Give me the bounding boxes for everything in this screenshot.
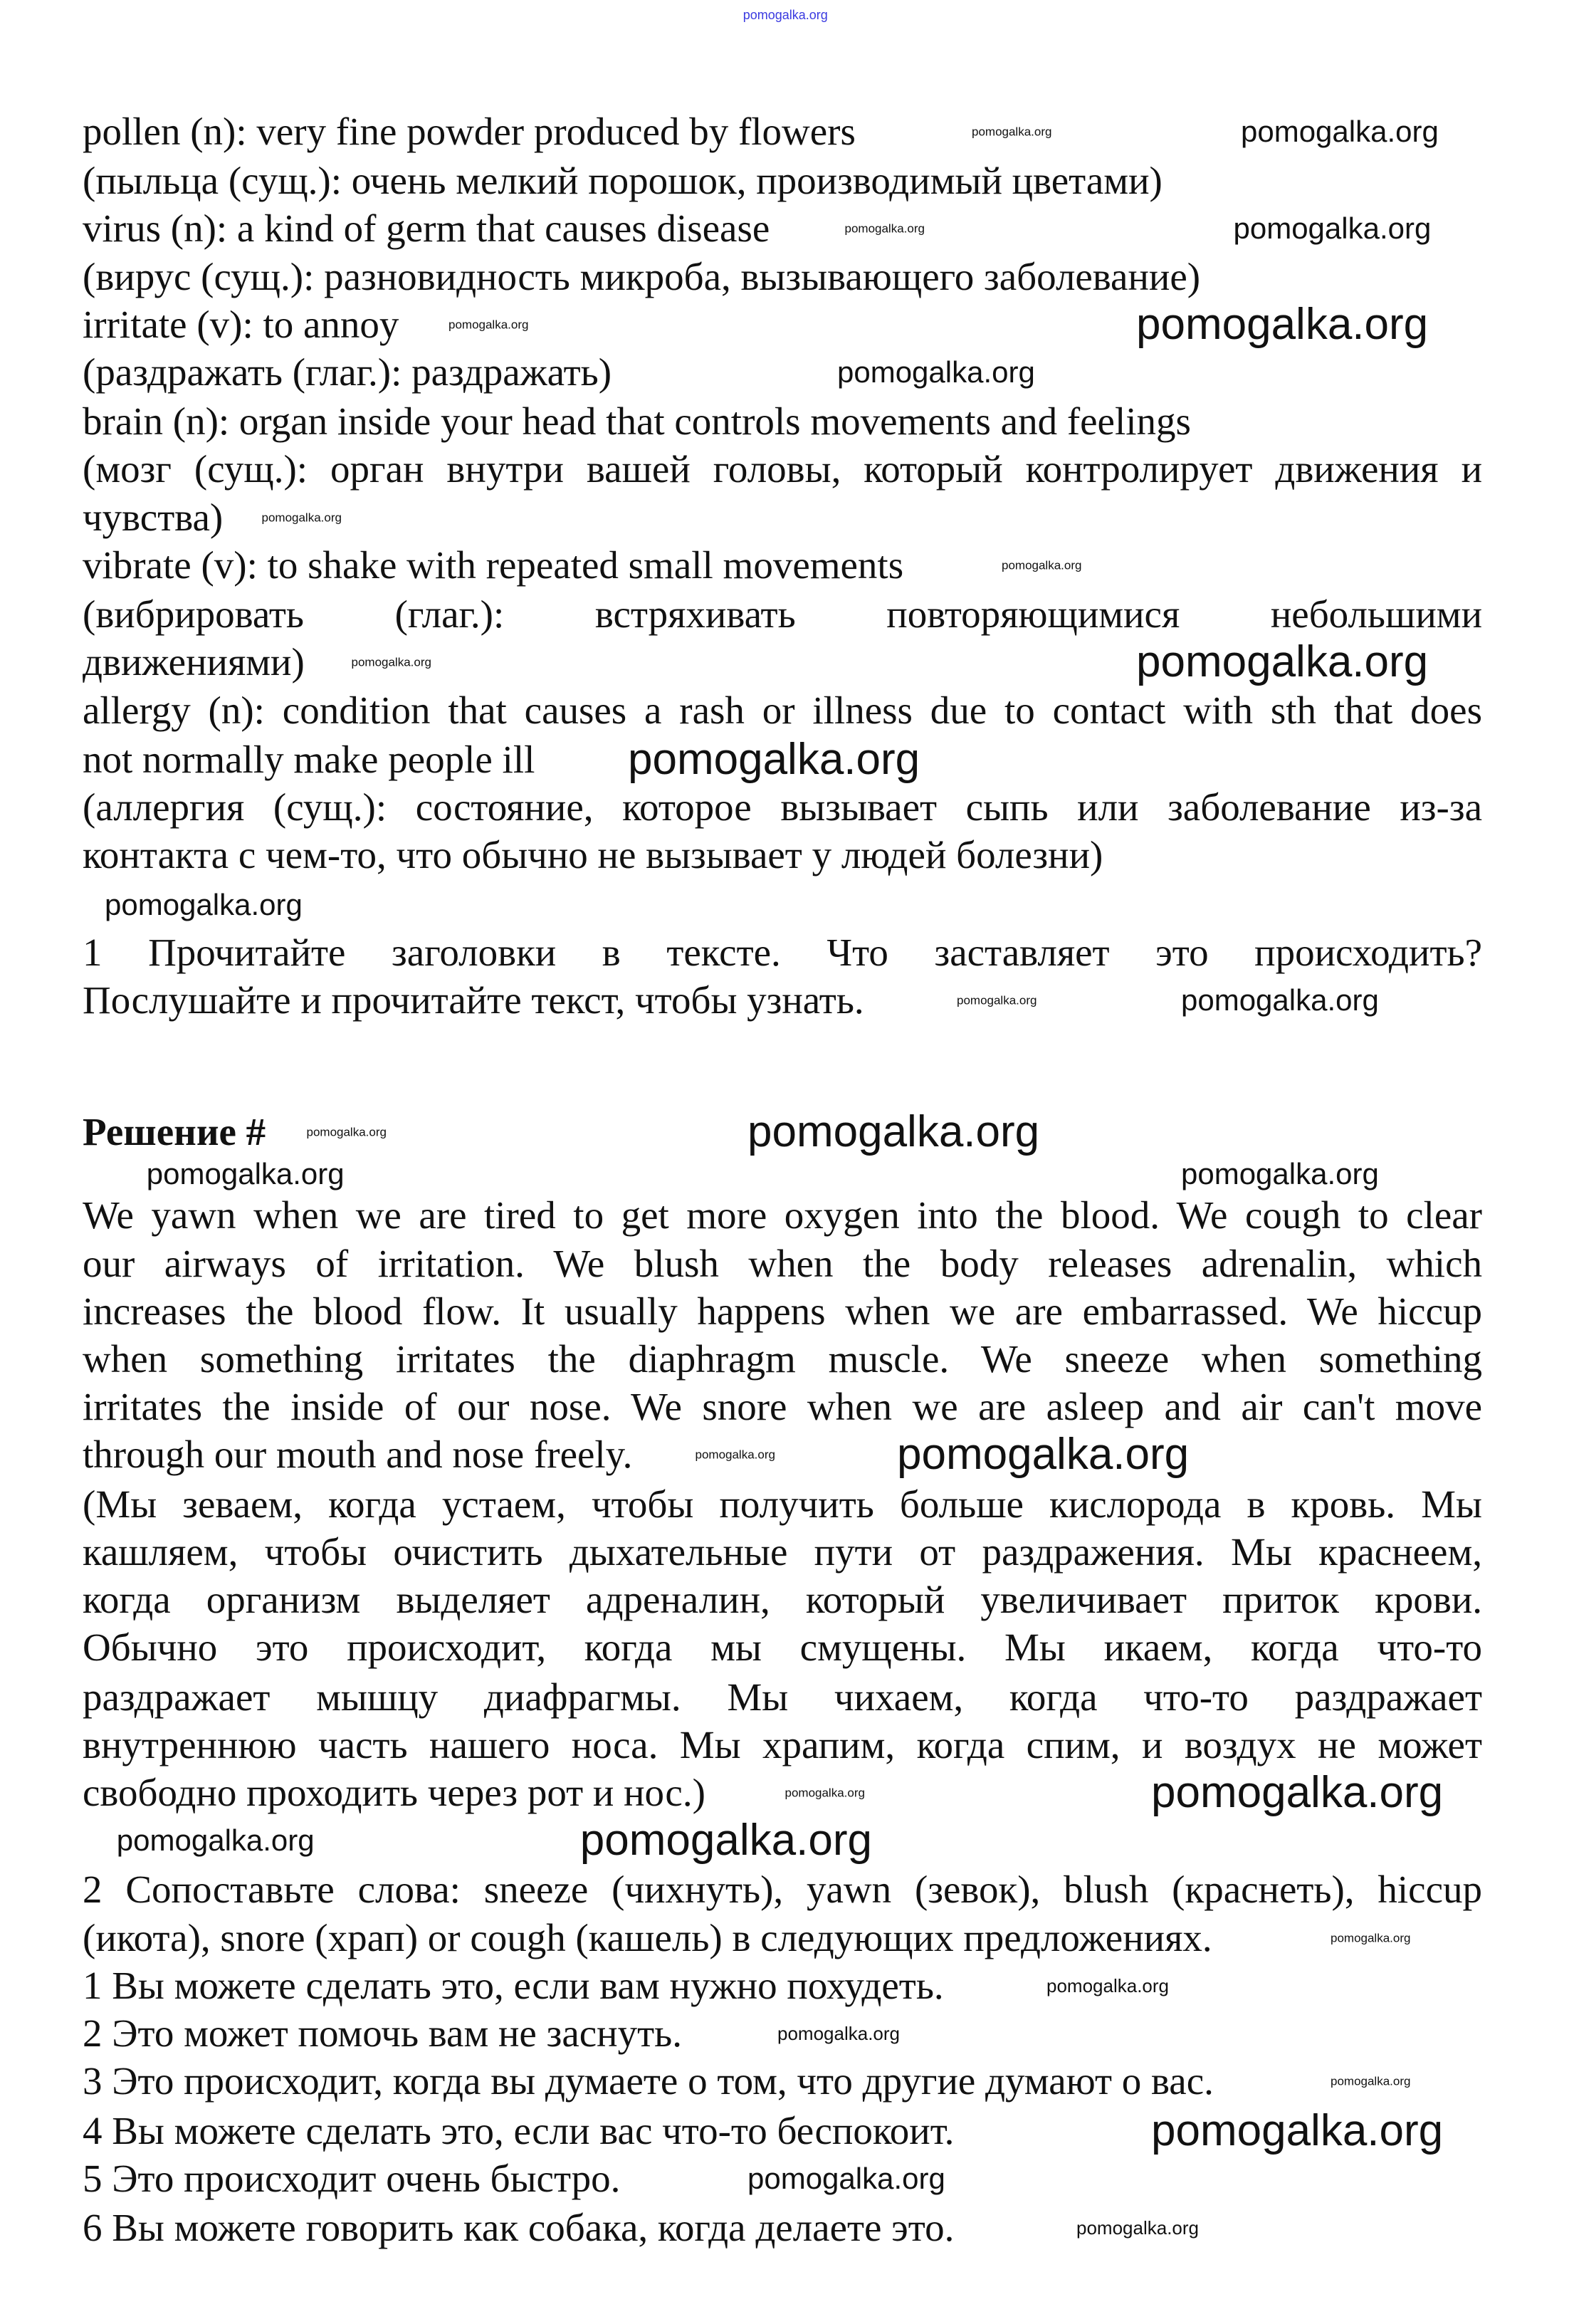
text-line: внутреннюю часть нашего носа. Мы храпим, когда спим, и воздух не может bbox=[83, 1722, 1482, 1766]
text-line: чувства) bbox=[83, 495, 224, 539]
watermark: pomogalka.org bbox=[897, 1430, 1190, 1480]
text-line: свободно проходить через рот и нос.) bbox=[83, 1770, 705, 1814]
watermark: pomogalka.org bbox=[1002, 558, 1082, 572]
text-line: pollen (n): very fine powder produced by flowers bbox=[83, 109, 856, 153]
watermark: pomogalka.org bbox=[1241, 114, 1439, 148]
text-line: контакта с чем-то, что обычно не вызывает у людей болезни) bbox=[83, 833, 1103, 877]
text-line: through our mouth and nose freely. bbox=[83, 1433, 633, 1477]
watermark: pomogalka.org bbox=[1076, 2217, 1199, 2239]
text-line: 3 Это происходит, когда вы думаете о том, что другие думают о вас. bbox=[83, 2059, 1214, 2103]
watermark: pomogalka.org bbox=[1151, 2105, 1444, 2155]
text-line: 2 Сопоставьте слова: sneeze (чихнуть), yawn (зевок), blush (краснеть), hiccup bbox=[83, 1868, 1482, 1912]
watermark: pomogalka.org bbox=[261, 511, 342, 525]
text-line: (аллергия (сущ.): состояние, которое вызывает сыпь или заболевание из-за bbox=[83, 785, 1482, 829]
text-line: 1 Прочитайте заголовки в тексте. Что заставляет это происходить? bbox=[83, 930, 1482, 974]
text-line: irritate (v): to annoy bbox=[83, 302, 399, 346]
watermark: pomogalka.org bbox=[742, 7, 828, 22]
text-line: Послушайте и прочитайте текст, чтобы узнать. bbox=[83, 978, 864, 1022]
text-line: (вибрировать (глаг.): встряхивать повторяющимися небольшими bbox=[83, 592, 1482, 637]
watermark: pomogalka.org bbox=[837, 355, 1035, 389]
watermark: pomogalka.org bbox=[747, 2161, 945, 2195]
watermark: pomogalka.org bbox=[844, 221, 925, 236]
watermark: pomogalka.org bbox=[1331, 1931, 1411, 1945]
text-line: not normally make people ill bbox=[83, 737, 535, 781]
watermark: pomogalka.org bbox=[1046, 1974, 1169, 1996]
watermark: pomogalka.org bbox=[972, 125, 1052, 139]
text-line: (Мы зеваем, когда устаем, чтобы получить больше кислорода в кровь. Мы bbox=[83, 1482, 1482, 1526]
watermark: pomogalka.org bbox=[306, 1125, 387, 1139]
text-line: когда организм выделяет адреналин, который увеличивает приток крови. bbox=[83, 1578, 1482, 1621]
watermark: pomogalka.org bbox=[695, 1448, 775, 1462]
watermark: pomogalka.org bbox=[579, 1816, 872, 1865]
text-line: We yawn when we are tired to get more oxygen into the blood. We cough to clear bbox=[83, 1193, 1482, 1237]
text-line: increases the blood flow. It usually happens when we are embarrassed. We hiccup bbox=[83, 1289, 1482, 1333]
text-line: vibrate (v): to shake with repeated small movements bbox=[83, 543, 904, 587]
watermark: pomogalka.org bbox=[105, 887, 303, 921]
text-line: (пыльца (сущ.): очень мелкий порошок, производимый цветами) bbox=[83, 159, 1163, 203]
watermark: pomogalka.org bbox=[351, 655, 431, 669]
watermark: pomogalka.org bbox=[1136, 637, 1429, 687]
text-line: Обычно это происходит, когда мы смущены. Мы икаем, когда что-то bbox=[83, 1626, 1482, 1670]
text-line: 4 Вы можете сделать это, если вас что-то беспокоит. bbox=[83, 2108, 955, 2152]
text-line: irritates the inside of our nose. We snore when we are asleep and air can't move bbox=[83, 1385, 1482, 1429]
text-line: 1 Вы можете сделать это, если вам нужно похудеть. bbox=[83, 1963, 944, 2007]
watermark: pomogalka.org bbox=[1331, 2074, 1411, 2088]
watermark: pomogalka.org bbox=[957, 993, 1037, 1007]
text-line: 5 Это происходит очень быстро. bbox=[83, 2156, 621, 2200]
watermark: pomogalka.org bbox=[1136, 299, 1429, 349]
watermark: pomogalka.org bbox=[784, 1786, 865, 1800]
text-line: (вирус (сущ.): разновидность микроба, вызывающего заболевание) bbox=[83, 254, 1201, 298]
text-line: virus (n): a kind of germ that causes disease bbox=[83, 206, 770, 251]
watermark: pomogalka.org bbox=[448, 318, 529, 332]
text-line: allergy (n): condition that causes a rash or illness due to contact with sth that does bbox=[83, 688, 1482, 732]
watermark: pomogalka.org bbox=[116, 1823, 315, 1858]
watermark: pomogalka.org bbox=[628, 734, 920, 784]
text-line: движениями) bbox=[83, 640, 305, 684]
watermark: pomogalka.org bbox=[1181, 1156, 1379, 1190]
text-line: brain (n): organ inside your head that controls movements and feelings bbox=[83, 399, 1191, 444]
text-line: (раздражать (глаг.): раздражать) bbox=[83, 350, 612, 394]
watermark: pomogalka.org bbox=[146, 1156, 345, 1190]
watermark: pomogalka.org bbox=[1181, 983, 1379, 1017]
text-line: кашляем, чтобы очистить дыхательные пути от раздражения. Мы краснеем, bbox=[83, 1529, 1482, 1574]
text-line: раздражает мышцу диафрагмы. Мы чихаем, когда что-то раздражает bbox=[83, 1675, 1482, 1719]
watermark: pomogalka.org bbox=[777, 2023, 900, 2044]
text-line: (икота), snore (храп) or cough (кашель) в следующих предложениях. bbox=[83, 1915, 1212, 1959]
watermark: pomogalka.org bbox=[747, 1106, 1040, 1156]
section-heading: Решение # bbox=[83, 1109, 266, 1153]
watermark: pomogalka.org bbox=[1151, 1767, 1444, 1817]
text-line: our airways of irritation. We blush when the body releases adrenalin, which bbox=[83, 1241, 1482, 1285]
text-line: 2 Это может помочь вам не заснуть. bbox=[83, 2011, 682, 2055]
text-line: 6 Вы можете говорить как собака, когда делаете это. bbox=[83, 2206, 955, 2249]
watermark: pomogalka.org bbox=[1233, 211, 1432, 246]
text-line: when something irritates the diaphragm muscle. We sneeze when something bbox=[83, 1336, 1482, 1381]
text-line: (мозг (сущ.): орган внутри вашей головы, который контролирует движения и bbox=[83, 447, 1482, 491]
